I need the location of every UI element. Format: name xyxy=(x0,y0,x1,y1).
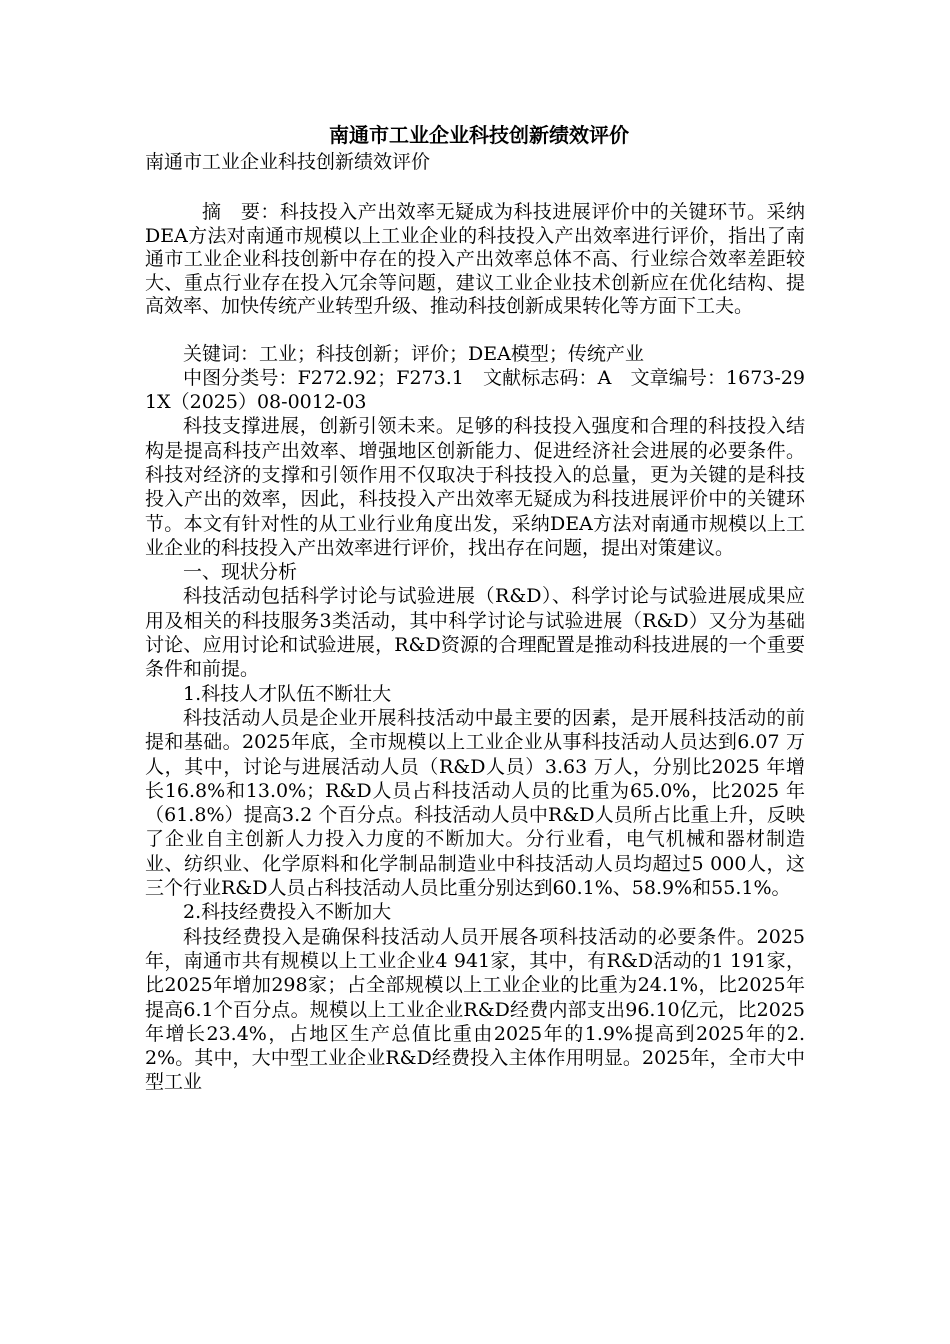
document-title: 南通市工业企业科技创新绩效评价 xyxy=(329,123,629,147)
classification-line: 中图分类号：F272.92；F273.1 文献标志码：A 文章编号：1673-291X（2025）08-0012-03 xyxy=(145,366,805,414)
section-heading-status-analysis: 一、现状分析 xyxy=(183,561,298,584)
keywords-line: 关键词：工业；科技创新；评价；DEA模型；传统产业 xyxy=(183,342,644,365)
document-page xyxy=(145,122,805,1095)
subsection-heading-funding: 2.科技经费投入不断加大 xyxy=(183,901,392,924)
subsection-paragraph-funding: 科技经费投入是确保科技活动人员开展各项科技活动的必要条件。2025 年，南通市共有规模以上工业企业4 941家，其中，有R&D活动的1 191家，比2025年增加298家；占全部规模以上工业企业的比重为24.1%，比2025年提高6.1个百分点。规模以上工业企业R&D经费内部支出96.10亿元，比2025年增长23.4%，占地区生产总值比重由2025年的1.9%提高到2025年的2.2%。其中，大中型工业企业R&D经费投入主体作用明显。2025年，全市大中型工业 xyxy=(145,925,805,1094)
intro-paragraph: 科技支撑进展，创新引领未来。足够的科技投入强度和合理的科技投入结构是提高科技产出效率、增强地区创新能力、促进经济社会进展的必要条件。科技对经济的支撑和引领作用不仅取决于科技投入的总量，更为关键的是科技投入产出的效率，因此，科技投入产出效率无疑成为科技进展评价中的关键环节。本文有针对性的从工业行业角度出发，采纳DEA方法对南通市规模以上工业企业的科技投入产出效率进行评价，找出存在问题，提出对策建议。 xyxy=(145,415,805,559)
subsection-paragraph-talent: 科技活动人员是企业开展科技活动中最主要的因素，是开展科技活动的前提和基础。2025年底，全市规模以上工业企业从事科技活动人员达到6.07 万人，其中，讨论与进展活动人员（R&D人员）3.63 万人，分别比2025 年增长16.8%和13.0%；R&D人员占科技活动人员的比重为65.0%，比2025 年（61.8%）提高3.2 个百分点。科技活动人员中R&D人员所占比重上升，反映了企业自主创新人力投入力度的不断加大。分行业看，电气机械和器材制造业、纺织业、化学原料和化学制品制造业中科技活动人员均超过5 000人，这三个行业R&D人员占科技活动人员比重分别达到60.1%、58.9%和55.1%。 xyxy=(145,706,805,900)
section-paragraph-status-analysis: 科技活动包括科学讨论与试验进展（R&D）、科学讨论与试验进展成果应用及相关的科技服务3类活动，其中科学讨论与试验进展（R&D）又分为基础讨论、应用讨论和试验进展，R&D资源的合理配置是推动科技进展的一个重要条件和前提。 xyxy=(145,585,805,681)
document-subtitle: 南通市工业企业科技创新绩效评价 xyxy=(145,151,431,173)
subsection-heading-talent: 1.科技人才队伍不断壮大 xyxy=(183,682,392,705)
abstract-paragraph: 摘 要：科技投入产出效率无疑成为科技进展评价中的关键环节。采纳DEA方法对南通市规模以上工业企业的科技投入产出效率进行评价，指出了南通市工业企业科技创新中存在的投入产出效率总体不高、行业综合效率差距较大、重点行业存在投入冗余等问题，建议工业企业技术创新应在优化结构、提高效率、加快传统产业转型升级、推动科技创新成果转化等方面下工夫。 xyxy=(145,201,805,317)
